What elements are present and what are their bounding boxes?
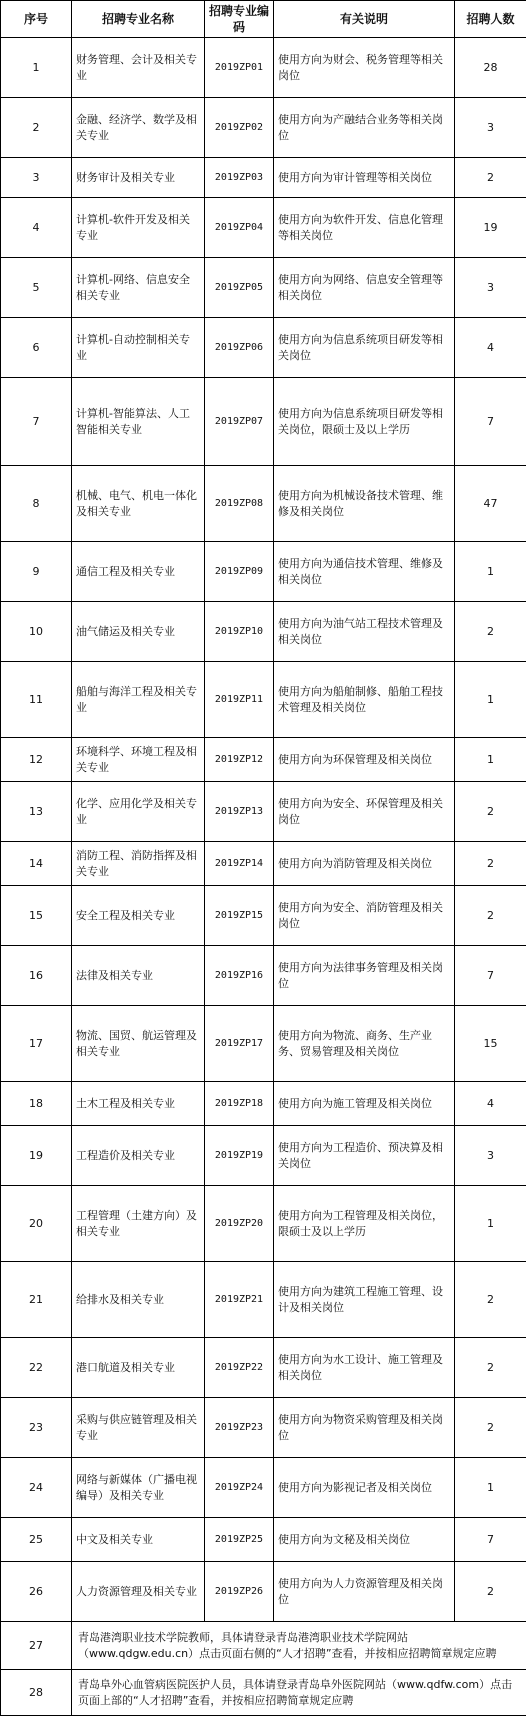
cell-index: 26 [1, 1562, 72, 1622]
cell-code: 2019ZP12 [205, 738, 274, 782]
cell-code: 2019ZP15 [205, 886, 274, 946]
table-row [1, 98, 526, 158]
cell-count: 1 [455, 542, 526, 602]
cell-index: 23 [1, 1398, 72, 1458]
cell-major: 计算机-软件开发及相关专业 [72, 198, 205, 258]
cell-code: 2019ZP14 [205, 842, 274, 886]
cell-major: 金融、经济学、数学及相关专业 [72, 98, 205, 158]
cell-desc: 使用方向为施工管理及相关岗位 [274, 1082, 455, 1126]
header-desc: 有关说明 [274, 1, 455, 38]
cell-desc: 使用方向为信息系统项目研发等相关岗位 [274, 318, 455, 378]
cell-count: 1 [455, 1458, 526, 1518]
cell-count: 2 [455, 1398, 526, 1458]
header-count: 招聘人数 [455, 1, 526, 38]
cell-count: 2 [455, 842, 526, 886]
cell-major: 计算机-智能算法、人工智能相关专业 [72, 378, 205, 466]
cell-count: 3 [455, 1126, 526, 1186]
cell-major: 计算机-自动控制相关专业 [72, 318, 205, 378]
table-row [1, 158, 526, 198]
cell-desc: 使用方向为安全、环保管理及相关岗位 [274, 782, 455, 842]
cell-desc: 使用方向为影视记者及相关岗位 [274, 1458, 455, 1518]
cell-count: 2 [455, 158, 526, 198]
cell-major: 法律及相关专业 [72, 946, 205, 1006]
cell-count: 2 [455, 1562, 526, 1622]
cell-code: 2019ZP25 [205, 1518, 274, 1562]
table-row [1, 466, 526, 542]
cell-code: 2019ZP20 [205, 1186, 274, 1262]
table-row [1, 38, 526, 98]
cell-desc: 使用方向为消防管理及相关岗位 [274, 842, 455, 886]
cell-desc: 使用方向为油气站工程技术管理及相关岗位 [274, 602, 455, 662]
table-row [1, 946, 526, 1006]
cell-code: 2019ZP21 [205, 1262, 274, 1338]
cell-desc: 使用方向为物资采购管理及相关岗位 [274, 1398, 455, 1458]
cell-index: 9 [1, 542, 72, 602]
cell-index: 16 [1, 946, 72, 1006]
cell-index: 25 [1, 1518, 72, 1562]
cell-index: 14 [1, 842, 72, 886]
cell-code: 2019ZP18 [205, 1082, 274, 1126]
cell-index: 17 [1, 1006, 72, 1082]
cell-desc: 使用方向为信息系统项目研发等相关岗位，限硕士及以上学历 [274, 378, 455, 466]
cell-code: 2019ZP13 [205, 782, 274, 842]
cell-index: 13 [1, 782, 72, 842]
cell-major: 消防工程、消防指挥及相关专业 [72, 842, 205, 886]
cell-index: 21 [1, 1262, 72, 1338]
header-major: 招聘专业名称 [72, 1, 205, 38]
table-row [1, 198, 526, 258]
cell-major: 网络与新媒体（广播电视编导）及相关专业 [72, 1458, 205, 1518]
table-row [1, 1262, 526, 1338]
cell-index: 8 [1, 466, 72, 542]
cell-code: 2019ZP08 [205, 466, 274, 542]
table-row [1, 542, 526, 602]
table-row [1, 258, 526, 318]
cell-major: 财务审计及相关专业 [72, 158, 205, 198]
cell-major: 化学、应用化学及相关专业 [72, 782, 205, 842]
table-row [1, 1006, 526, 1082]
cell-count: 28 [455, 38, 526, 98]
table-row [1, 1562, 526, 1622]
cell-code: 2019ZP17 [205, 1006, 274, 1082]
cell-count: 2 [455, 1338, 526, 1398]
cell-major: 工程管理（土建方向）及相关专业 [72, 1186, 205, 1262]
cell-index: 22 [1, 1338, 72, 1398]
note-row [1, 1670, 526, 1716]
cell-desc: 使用方向为环保管理及相关岗位 [274, 738, 455, 782]
cell-major: 油气储运及相关专业 [72, 602, 205, 662]
cell-index: 28 [1, 1670, 72, 1716]
cell-major: 安全工程及相关专业 [72, 886, 205, 946]
cell-code: 2019ZP11 [205, 662, 274, 738]
cell-count: 2 [455, 782, 526, 842]
cell-desc: 使用方向为工程造价、预决算及相关岗位 [274, 1126, 455, 1186]
table-row [1, 1458, 526, 1518]
cell-index: 20 [1, 1186, 72, 1262]
cell-index: 18 [1, 1082, 72, 1126]
cell-desc: 使用方向为物流、商务、生产业务、贸易管理及相关岗位 [274, 1006, 455, 1082]
cell-count: 3 [455, 258, 526, 318]
cell-index: 24 [1, 1458, 72, 1518]
cell-index: 3 [1, 158, 72, 198]
cell-desc: 使用方向为工程管理及相关岗位，限硕士及以上学历 [274, 1186, 455, 1262]
cell-desc: 使用方向为通信技术管理、维修及相关岗位 [274, 542, 455, 602]
cell-index: 4 [1, 198, 72, 258]
cell-major: 船舶与海洋工程及相关专业 [72, 662, 205, 738]
cell-count: 7 [455, 378, 526, 466]
cell-major: 中文及相关专业 [72, 1518, 205, 1562]
cell-code: 2019ZP19 [205, 1126, 274, 1186]
cell-index: 11 [1, 662, 72, 738]
table-row [1, 1186, 526, 1262]
cell-desc: 使用方向为法律事务管理及相关岗位 [274, 946, 455, 1006]
cell-code: 2019ZP16 [205, 946, 274, 1006]
cell-code: 2019ZP26 [205, 1562, 274, 1622]
cell-code: 2019ZP02 [205, 98, 274, 158]
table-row [1, 738, 526, 782]
cell-major: 人力资源管理及相关专业 [72, 1562, 205, 1622]
cell-count: 7 [455, 1518, 526, 1562]
header-index: 序号 [1, 1, 72, 38]
note-row [1, 1622, 526, 1670]
cell-code: 2019ZP22 [205, 1338, 274, 1398]
cell-desc: 使用方向为审计管理等相关岗位 [274, 158, 455, 198]
cell-code: 2019ZP09 [205, 542, 274, 602]
cell-code: 2019ZP10 [205, 602, 274, 662]
cell-count: 2 [455, 1262, 526, 1338]
table-row [1, 318, 526, 378]
cell-count: 2 [455, 602, 526, 662]
cell-count: 4 [455, 1082, 526, 1126]
cell-major: 财务管理、会计及相关专业 [72, 38, 205, 98]
cell-count: 1 [455, 662, 526, 738]
cell-major: 通信工程及相关专业 [72, 542, 205, 602]
table-row [1, 1518, 526, 1562]
cell-desc: 使用方向为船舶制修、船舶工程技术管理及相关岗位 [274, 662, 455, 738]
cell-index: 27 [1, 1622, 72, 1670]
cell-index: 2 [1, 98, 72, 158]
cell-index: 7 [1, 378, 72, 466]
cell-major: 港口航道及相关专业 [72, 1338, 205, 1398]
cell-code: 2019ZP01 [205, 38, 274, 98]
cell-desc: 使用方向为财会、税务管理等相关岗位 [274, 38, 455, 98]
cell-index: 10 [1, 602, 72, 662]
cell-code: 2019ZP06 [205, 318, 274, 378]
cell-major: 采购与供应链管理及相关专业 [72, 1398, 205, 1458]
cell-desc: 使用方向为产融结合业务等相关岗位 [274, 98, 455, 158]
cell-index: 12 [1, 738, 72, 782]
cell-code: 2019ZP23 [205, 1398, 274, 1458]
header-row [1, 1, 526, 38]
cell-desc: 使用方向为文秘及相关岗位 [274, 1518, 455, 1562]
cell-desc: 使用方向为安全、消防管理及相关岗位 [274, 886, 455, 946]
note-text: 青岛港湾职业技术学院教师，具体请登录青岛港湾职业技术学院网站（www.qdgw.edu.cn）点击页面右侧的“人才招聘”查看，并按相应招聘简章规定应聘 [72, 1622, 526, 1670]
cell-major: 给排水及相关专业 [72, 1262, 205, 1338]
cell-count: 47 [455, 466, 526, 542]
cell-major: 计算机-网络、信息安全相关专业 [72, 258, 205, 318]
cell-index: 15 [1, 886, 72, 946]
cell-desc: 使用方向为水工设计、施工管理及相关岗位 [274, 1338, 455, 1398]
table-row [1, 1126, 526, 1186]
cell-major: 物流、国贸、航运管理及相关专业 [72, 1006, 205, 1082]
cell-code: 2019ZP05 [205, 258, 274, 318]
cell-desc: 使用方向为机械设备技术管理、维修及相关岗位 [274, 466, 455, 542]
cell-count: 19 [455, 198, 526, 258]
cell-count: 1 [455, 1186, 526, 1262]
cell-index: 5 [1, 258, 72, 318]
table-body [1, 38, 526, 1716]
table-row [1, 886, 526, 946]
table-row [1, 1338, 526, 1398]
cell-index: 19 [1, 1126, 72, 1186]
table-row [1, 378, 526, 466]
cell-index: 1 [1, 38, 72, 98]
cell-major: 机械、电气、机电一体化及相关专业 [72, 466, 205, 542]
cell-desc: 使用方向为软件开发、信息化管理等相关岗位 [274, 198, 455, 258]
cell-code: 2019ZP07 [205, 378, 274, 466]
cell-count: 1 [455, 738, 526, 782]
cell-major: 环境科学、环境工程及相关专业 [72, 738, 205, 782]
note-text: 青岛阜外心血管病医院医护人员，具体请登录青岛阜外医院网站（www.qdfw.com）点击页面上部的“人才招聘”查看，并按相应招聘简章规定应聘 [72, 1670, 526, 1716]
cell-desc: 使用方向为建筑工程施工管理、设计及相关岗位 [274, 1262, 455, 1338]
cell-code: 2019ZP04 [205, 198, 274, 258]
cell-code: 2019ZP03 [205, 158, 274, 198]
table-row [1, 782, 526, 842]
header-code: 招聘专业编码 [205, 1, 274, 38]
cell-desc: 使用方向为人力资源管理及相关岗位 [274, 1562, 455, 1622]
cell-count: 4 [455, 318, 526, 378]
cell-major: 土木工程及相关专业 [72, 1082, 205, 1126]
table-row [1, 1398, 526, 1458]
cell-count: 2 [455, 886, 526, 946]
cell-index: 6 [1, 318, 72, 378]
table-row [1, 842, 526, 886]
table-row [1, 1082, 526, 1126]
cell-count: 15 [455, 1006, 526, 1082]
cell-code: 2019ZP24 [205, 1458, 274, 1518]
cell-count: 3 [455, 98, 526, 158]
cell-count: 7 [455, 946, 526, 1006]
cell-major: 工程造价及相关专业 [72, 1126, 205, 1186]
table-row [1, 602, 526, 662]
table-row [1, 662, 526, 738]
cell-desc: 使用方向为网络、信息安全管理等相关岗位 [274, 258, 455, 318]
